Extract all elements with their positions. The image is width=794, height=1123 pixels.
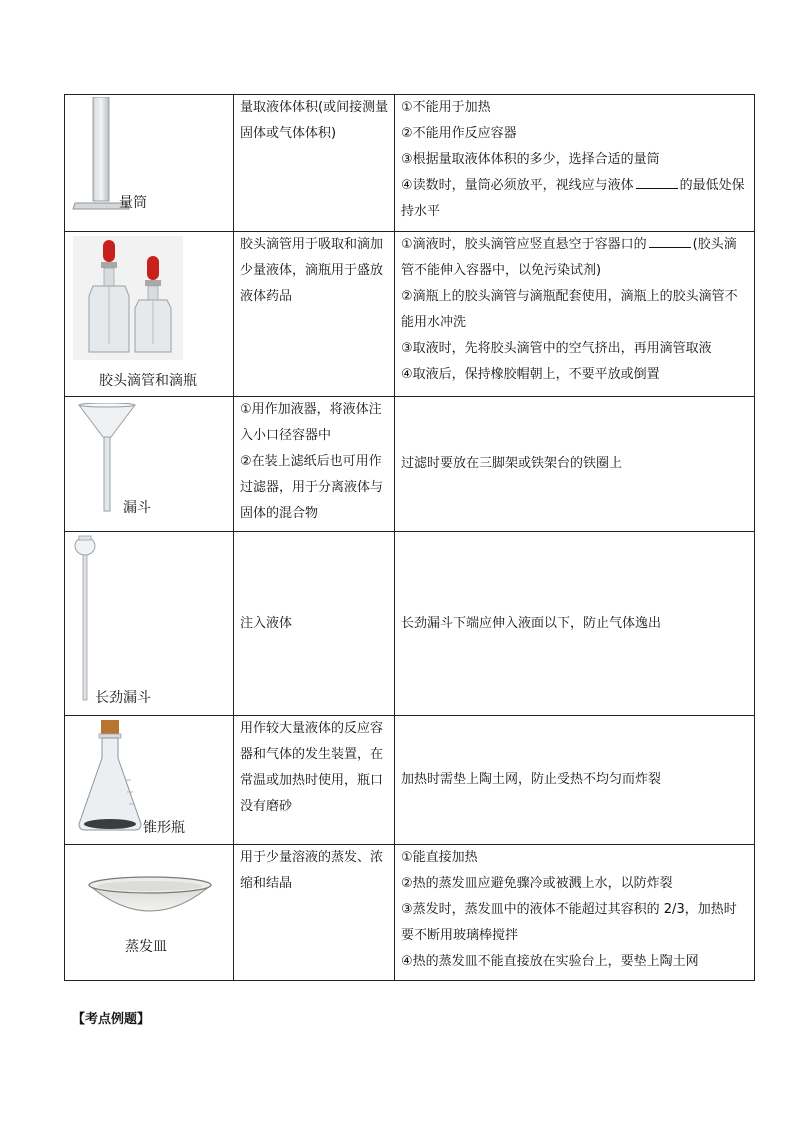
note-line: ③蒸发时，蒸发皿中的液体不能超过其容积的 2/3，加热时要不断用玻璃棒搅拌: [401, 902, 737, 943]
note-line: ④取液后，保持橡胶帽朝上，不要平放或倒置: [401, 367, 660, 382]
long-neck-funnel-icon: [71, 534, 101, 702]
note-line: ③根据量取液体体积的多少，选择合适的量筒: [401, 152, 660, 167]
note-line: [401, 173, 748, 225]
image-cell: [65, 845, 234, 981]
note-line: ②热的蒸发皿应避免骤冷或被溅上水，以防炸裂: [401, 876, 673, 891]
table-row: [65, 716, 755, 845]
table-row: [65, 532, 755, 716]
image-cell: [65, 532, 234, 716]
note-line: [401, 232, 748, 284]
dropper-bottle-icon: [73, 236, 183, 360]
image-cell: [65, 397, 234, 532]
usage-cell: [234, 716, 395, 845]
equipment-caption: 长劲漏斗: [95, 690, 151, 706]
table-row: [65, 397, 755, 532]
notes-cell: [395, 232, 755, 397]
image-cell: [65, 232, 234, 397]
notes-cell: [395, 95, 755, 232]
image-cell: [65, 95, 234, 232]
note-text: ④读数时，量筒必须放平，视线应与液体: [401, 178, 634, 193]
note-line: ①不能用于加热: [401, 100, 491, 115]
note-text: (胶头滴管不能伸入容器中，以免污染试剂): [401, 237, 737, 278]
image-cell: [65, 716, 234, 845]
notes-cell: [395, 716, 755, 845]
fill-in-blank: [636, 174, 678, 189]
note-line: 过滤时要放在三脚架或铁架台的铁圈上: [401, 456, 623, 471]
usage-text: 用于少量溶液的蒸发、浓缩和结晶: [240, 850, 384, 891]
equipment-caption: 胶头滴管和滴瓶: [99, 373, 197, 389]
usage-cell: [234, 95, 395, 232]
note-line: ②滴瓶上的胶头滴管与滴瓶配套使用，滴瓶上的胶头滴管不能用水冲洗: [401, 289, 738, 330]
note-line: 加热时需垫上陶土网，防止受热不均匀而炸裂: [401, 772, 662, 787]
section-heading: 【考点例题】: [72, 1012, 151, 1027]
note-text: ①滴液时，胶头滴管应竖直悬空于容器口的: [401, 237, 647, 252]
table-row: [65, 95, 755, 232]
equipment-caption: 量筒: [119, 195, 147, 211]
note-line: 长劲漏斗下端应伸入液面以下，防止气体逸出: [401, 615, 662, 631]
equipment-caption: 锥形瓶: [143, 820, 185, 836]
note-line: ①能直接加热: [401, 850, 478, 865]
usage-cell: [234, 845, 395, 981]
usage-text: 胶头滴管用于吸取和滴加少量液体，滴瓶用于盛放液体药品: [240, 237, 384, 304]
usage-text: ①用作加液器，将液体注入小口径容器中: [240, 402, 382, 443]
usage-cell: [234, 397, 395, 532]
usage-cell: [234, 232, 395, 397]
usage-text: ②在装上滤纸后也可用作过滤器，用于分离液体与固体的混合物: [240, 454, 384, 521]
table-row: [65, 232, 755, 397]
usage-text: 注入液体: [240, 615, 293, 631]
fill-in-blank: [649, 233, 691, 248]
usage-text: 量取液体体积(或间接测量固体或气体体积): [240, 100, 389, 141]
note-text: 的最低处保持水平: [401, 178, 745, 219]
note-line: ③取液时，先将胶头滴管中的空气挤出，再用滴管取液: [401, 341, 712, 356]
note-line: ②不能用作反应容器: [401, 126, 517, 141]
table-row: [65, 845, 755, 981]
notes-cell: [395, 845, 755, 981]
usage-text: 用作较大量液体的反应容器和气体的发生装置，在常温或加热时使用，瓶口没有磨砂: [240, 721, 384, 814]
lab-equipment-table: [64, 94, 755, 981]
evaporating-dish-icon: [87, 875, 213, 925]
notes-cell: [395, 397, 755, 532]
conical-flask-icon: [75, 720, 145, 836]
usage-cell: [234, 532, 395, 716]
notes-cell: [395, 532, 755, 716]
equipment-caption: 蒸发皿: [125, 939, 167, 955]
equipment-caption: 漏斗: [123, 500, 151, 516]
note-line: ④热的蒸发皿不能直接放在实验台上，要垫上陶土网: [401, 954, 699, 969]
